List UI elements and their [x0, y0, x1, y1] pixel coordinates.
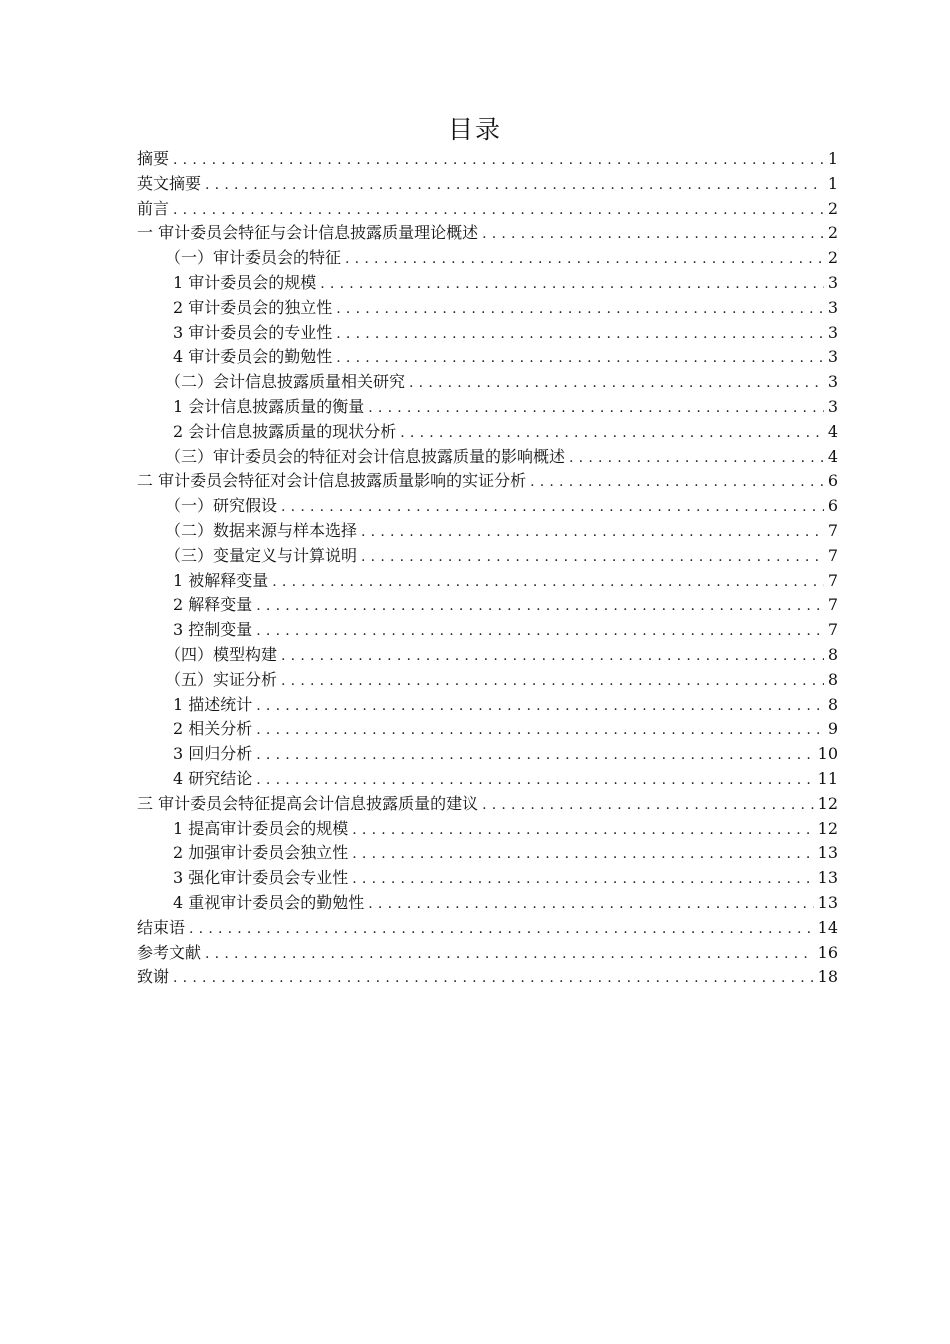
toc-entry-page-number: 13 — [817, 843, 838, 863]
toc-entry-title: （五）实证分析 — [165, 669, 278, 689]
toc-entry[interactable] — [137, 445, 838, 470]
dot-leader — [352, 818, 813, 843]
toc-entry-title: 1 描述统计 — [173, 694, 253, 714]
toc-entry-title: （一）审计委员会的特征 — [165, 248, 342, 268]
toc-entry-page-number: 9 — [827, 719, 838, 739]
toc-entry[interactable] — [137, 246, 838, 271]
dot-leader — [205, 173, 824, 198]
dot-leader — [352, 842, 813, 867]
toc-entry[interactable] — [137, 941, 838, 966]
toc-entry-title: 1 被解释变量 — [173, 570, 269, 590]
toc-entry[interactable] — [137, 593, 838, 618]
dot-leader — [256, 743, 813, 768]
toc-entry-page-number: 13 — [817, 892, 838, 912]
dot-leader — [336, 297, 824, 322]
toc-entry[interactable] — [137, 841, 838, 866]
dot-leader — [352, 867, 813, 892]
toc-entry[interactable] — [137, 767, 838, 792]
dot-leader — [569, 446, 824, 471]
toc-entry-page-number: 18 — [817, 967, 838, 987]
dot-leader — [173, 966, 814, 991]
toc-entry[interactable] — [137, 469, 838, 494]
toc-entry-page-number: 3 — [827, 297, 838, 317]
toc-entry-page-number: 3 — [827, 396, 838, 416]
toc-entry-page-number: 6 — [827, 496, 838, 516]
dot-leader — [336, 322, 824, 347]
toc-entry[interactable] — [137, 147, 838, 172]
dot-leader — [256, 619, 824, 644]
toc-entry-title: 3 强化审计委员会专业性 — [173, 868, 349, 888]
toc-entry-page-number: 8 — [827, 644, 838, 664]
toc-entry-title: （四）模型构建 — [165, 644, 278, 664]
toc-entry[interactable] — [137, 370, 838, 395]
dot-leader — [368, 892, 813, 917]
toc-entry-title: 一 审计委员会特征与会计信息披露质量理论概述 — [137, 223, 479, 243]
toc-entry[interactable] — [137, 395, 838, 420]
toc-entry-page-number: 3 — [827, 347, 838, 367]
dot-leader — [256, 694, 824, 719]
toc-entry-page-number: 3 — [827, 272, 838, 292]
toc-entry[interactable] — [137, 965, 838, 990]
toc-entry-page-number: 7 — [827, 545, 838, 565]
dot-leader — [272, 570, 824, 595]
dot-leader — [173, 148, 824, 173]
toc-entry-page-number: 1 — [827, 173, 838, 193]
toc-entry[interactable] — [137, 271, 838, 296]
toc-entry-title: 2 会计信息披露质量的现状分析 — [173, 421, 397, 441]
dot-leader — [482, 222, 824, 247]
toc-entry-title: 结束语 — [137, 917, 186, 937]
toc-entry-title: 英文摘要 — [137, 173, 202, 193]
dot-leader — [189, 917, 814, 942]
dot-leader — [361, 545, 824, 570]
toc-entry-page-number: 4 — [827, 421, 838, 441]
dot-leader — [205, 942, 814, 967]
dot-leader — [361, 520, 824, 545]
toc-entry-title: 4 重视审计委员会的勤勉性 — [173, 892, 365, 912]
toc-entry[interactable] — [137, 693, 838, 718]
toc-entry-page-number: 7 — [827, 570, 838, 590]
toc-entry[interactable] — [137, 618, 838, 643]
dot-leader — [530, 470, 824, 495]
dot-leader — [345, 247, 824, 272]
toc-entry-title: 1 会计信息披露质量的衡量 — [173, 396, 365, 416]
toc-entry-title: 三 审计委员会特征提高会计信息披露质量的建议 — [137, 793, 479, 813]
dot-leader — [256, 768, 813, 793]
toc-entry-title: （三）变量定义与计算说明 — [165, 545, 358, 565]
dot-leader — [482, 793, 814, 818]
toc-entry-title: 摘要 — [137, 149, 170, 168]
toc-entry-page-number: 14 — [817, 917, 838, 937]
toc-entry-title: 3 审计委员会的专业性 — [173, 322, 333, 342]
dot-leader — [281, 495, 824, 520]
toc-entry[interactable] — [137, 792, 838, 817]
toc-entry-title: 4 审计委员会的勤勉性 — [173, 347, 333, 367]
toc-entry-page-number: 2 — [827, 248, 838, 268]
toc-entry-page-number: 3 — [827, 322, 838, 342]
dot-leader — [256, 718, 824, 743]
toc-entry[interactable] — [137, 494, 838, 519]
toc-title: 目录 — [447, 115, 502, 144]
toc-entry-page-number: 8 — [827, 694, 838, 714]
toc-entry[interactable] — [137, 717, 838, 742]
table-of-contents — [137, 147, 838, 990]
toc-entry-page-number: 6 — [827, 471, 838, 491]
toc-entry-title: 2 相关分析 — [173, 719, 253, 739]
toc-entry[interactable] — [137, 569, 838, 594]
dot-leader — [336, 346, 824, 371]
toc-entry[interactable] — [137, 891, 838, 916]
toc-entry[interactable] — [137, 321, 838, 346]
dot-leader — [281, 644, 824, 669]
dot-leader — [400, 421, 824, 446]
dot-leader — [173, 198, 824, 223]
toc-entry-page-number: 7 — [827, 595, 838, 615]
toc-entry-title: 1 提高审计委员会的规模 — [173, 818, 349, 838]
toc-entry-page-number: 3 — [827, 372, 838, 392]
toc-entry[interactable] — [137, 197, 838, 222]
toc-entry-page-number: 7 — [827, 520, 838, 540]
toc-entry-title: （一）研究假设 — [165, 496, 278, 516]
toc-entry-page-number: 12 — [817, 818, 838, 838]
toc-entry[interactable] — [137, 668, 838, 693]
toc-entry-title: 2 审计委员会的独立性 — [173, 297, 333, 317]
toc-entry-title: 二 审计委员会特征对会计信息披露质量影响的实证分析 — [137, 471, 527, 491]
toc-entry[interactable] — [137, 172, 838, 197]
toc-entry-page-number: 2 — [827, 198, 838, 218]
toc-entry-title: 2 解释变量 — [173, 595, 253, 615]
dot-leader — [281, 669, 824, 694]
toc-entry-page-number: 11 — [817, 768, 838, 788]
toc-entry-page-number: 4 — [827, 446, 838, 466]
toc-entry-page-number: 13 — [817, 868, 838, 888]
dot-leader — [368, 396, 824, 421]
toc-entry[interactable] — [137, 544, 838, 569]
toc-entry[interactable] — [137, 817, 838, 842]
toc-entry-title: 参考文献 — [137, 942, 202, 962]
dot-leader — [256, 594, 824, 619]
toc-entry[interactable] — [137, 742, 838, 767]
dot-leader — [409, 371, 824, 396]
toc-entry-page-number: 10 — [817, 744, 838, 764]
dot-leader — [320, 272, 824, 297]
toc-entry-page-number: 16 — [817, 942, 838, 962]
toc-entry-title: 2 加强审计委员会独立性 — [173, 843, 349, 863]
toc-entry-page-number: 7 — [827, 620, 838, 640]
toc-entry[interactable] — [137, 221, 838, 246]
toc-entry-title: 3 回归分析 — [173, 744, 253, 764]
toc-entry[interactable] — [137, 519, 838, 544]
toc-entry-title: 3 控制变量 — [173, 620, 253, 640]
toc-entry-title: 致谢 — [137, 967, 170, 987]
toc-entry[interactable] — [137, 643, 838, 668]
toc-entry-title: 1 审计委员会的规模 — [173, 272, 317, 292]
toc-entry[interactable] — [137, 420, 838, 445]
toc-entry-title: 4 研究结论 — [173, 768, 253, 788]
toc-entry-title: （二）会计信息披露质量相关研究 — [165, 372, 406, 392]
toc-entry-page-number: 2 — [827, 223, 838, 243]
toc-entry-page-number: 1 — [827, 149, 838, 168]
toc-entry-title: （二）数据来源与样本选择 — [165, 520, 358, 540]
toc-entry-title: （三）审计委员会的特征对会计信息披露质量的影响概述 — [165, 446, 566, 466]
toc-entry[interactable] — [137, 296, 838, 321]
toc-entry[interactable] — [137, 916, 838, 941]
toc-entry[interactable] — [137, 866, 838, 891]
toc-entry-page-number: 8 — [827, 669, 838, 689]
toc-entry[interactable] — [137, 345, 838, 370]
toc-entry-page-number: 12 — [817, 793, 838, 813]
toc-entry-title: 前言 — [137, 198, 170, 218]
